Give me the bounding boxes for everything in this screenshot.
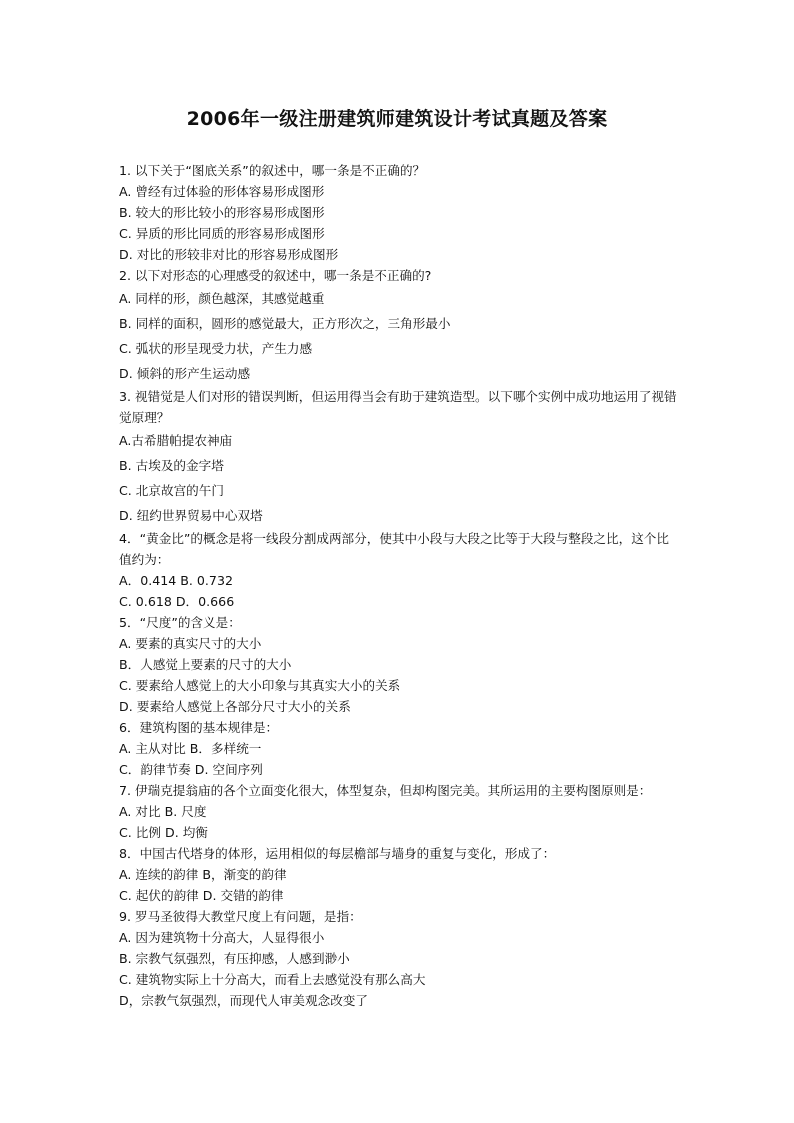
q9-option-b: B. 宗教气氛强烈，有压抑感，人感到渺小: [119, 951, 350, 966]
q1-option-b: B. 较大的形比较小的形容易形成图形: [119, 205, 325, 220]
q1-option-a: A. 曾经有过体验的形体容易形成图形: [119, 184, 325, 199]
question-9: 9. 罗马圣彼得大教堂尺度上有问题，是指：: [119, 909, 362, 924]
q2-option-a: A. 同样的形，颜色越深，其感觉越重: [119, 291, 325, 306]
question-1: 1. 以下关于“图底关系”的叙述中，哪一条是不正确的？: [119, 163, 426, 178]
q5-option-a: A. 要素的真实尺寸的大小: [119, 636, 262, 651]
q9-option-d: D，宗教气氛强烈，而现代人审美观念改变了: [119, 993, 368, 1008]
q4-options-cd: C. 0.618 D．0.666: [119, 594, 235, 609]
q7-options-ab: A. 对比 B. 尺度: [119, 804, 207, 819]
q3-option-d: D. 纽约世界贸易中心双塔: [119, 508, 263, 523]
q3-option-c: C. 北京故宫的午门: [119, 483, 224, 498]
q1-option-c: C. 异质的形比同质的形容易形成图形: [119, 226, 325, 241]
page-title: 2006年一级注册建筑师建筑设计考试真题及答案: [186, 108, 608, 130]
document-body: [119, 160, 679, 1011]
q7-options-cd: C. 比例 D. 均衡: [119, 825, 208, 840]
question-5: 5．“尺度”的含义是：: [119, 615, 241, 630]
question-7: 7. 伊瑞克提翁庙的各个立面变化很大，体型复杂，但却构图完美。其所运用的主要构图原则是：: [119, 783, 652, 798]
q9-option-a: A. 因为建筑物十分高大，人显得很小: [119, 930, 325, 945]
question-6: 6．建筑构图的基本规律是：: [119, 720, 279, 735]
q3-option-b: B. 古埃及的金字塔: [119, 458, 224, 473]
q4-options-ab: A．0.414 B. 0.732: [119, 573, 233, 588]
q1-option-d: D. 对比的形较非对比的形容易形成图形: [119, 247, 339, 262]
q8-options-ab: A. 连续的韵律 B，渐变的韵律: [119, 867, 287, 882]
q6-options-cd: C．韵律节奏 D. 空间序列: [119, 762, 263, 777]
q6-options-ab: A. 主从对比 B．多样统一: [119, 741, 262, 756]
question-8: 8．中国古代塔身的体形，运用相似的每层檐部与墙身的重复与变化，形成了：: [119, 846, 556, 861]
question-3: 3. 视错觉是人们对形的错误判断，但运用得当会有助于建筑造型。以下哪个实例中成功地运用了视错觉原理？: [119, 389, 677, 425]
question-4: 4．“黄金比”的概念是将一线段分割成两部分，使其中小段与大段之比等于大段与整段之比，这个比值约为：: [119, 531, 669, 567]
q2-option-c: C. 弧状的形呈现受力状，产生力感: [119, 341, 313, 356]
q5-option-d: D. 要素给人感觉上各部分尺寸大小的关系: [119, 699, 351, 714]
q5-option-c: C. 要素给人感觉上的大小印象与其真实大小的关系: [119, 678, 401, 693]
q9-option-c: C. 建筑物实际上十分高大，而看上去感觉没有那么高大: [119, 972, 426, 987]
q8-options-cd: C. 起伏的韵律 D. 交错的韵律: [119, 888, 284, 903]
q2-option-b: B. 同样的面积，圆形的感觉最大，正方形次之，三角形最小: [119, 316, 451, 331]
q2-option-d: D. 倾斜的形产生运动感: [119, 366, 251, 381]
question-2: 2. 以下对形态的心理感受的叙述中，哪一条是不正确的?: [119, 268, 432, 283]
q5-option-b: B．人感觉上要素的尺寸的大小: [119, 657, 292, 672]
q3-option-a: A.古希腊帕提农神庙: [119, 433, 233, 448]
